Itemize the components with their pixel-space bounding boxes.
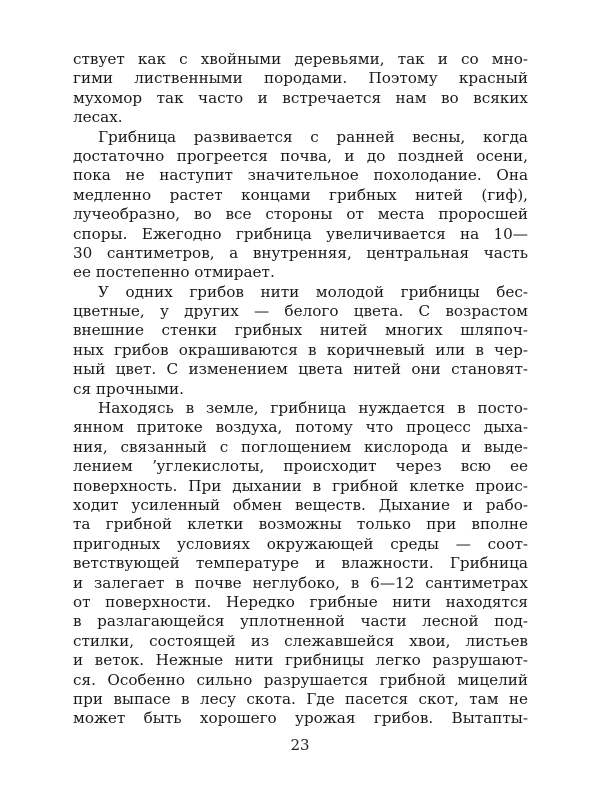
- text-line: лесах.: [73, 108, 123, 127]
- text-line: Грибница развивается с ранней весны, когда: [98, 127, 528, 146]
- text-line: в разлагающейся уплотненной части лесной под-: [73, 612, 528, 631]
- text-line: ветствующей температуре и влажности. Грибница: [73, 554, 528, 573]
- text-line: споры. Ежегодно грибница увеличивается на 10—: [73, 224, 528, 243]
- text-line: та грибной клетки возможны только при вполне: [73, 515, 528, 534]
- text-line: янном притоке воздуха, потому что процесс дыха-: [73, 418, 528, 437]
- text-line: при выпасе в лесу скота. Где пасется скот, там не: [73, 689, 528, 708]
- text-line: У одних грибов нити молодой грибницы бес-: [98, 282, 528, 301]
- text-line: ный цвет. С изменением цвета нитей они становят-: [73, 360, 528, 379]
- text-line: пока не наступит значительное похолодание. Она: [73, 166, 528, 185]
- text-line: внешние стенки грибных нитей многих шляпоч-: [73, 321, 528, 340]
- text-line: гими лиственными породами. Поэтому красный: [73, 69, 528, 88]
- text-line: и веток. Нежные нити грибницы легко разрушают-: [73, 651, 528, 670]
- text-line: достаточно прогреется почва, и до поздней осени,: [73, 146, 528, 165]
- text-line: цветные, у других — белого цвета. С возрастом: [73, 302, 528, 321]
- text-line: лением ʼуглекислоты, происходит через всю ее: [73, 457, 528, 476]
- text-line: ствует как с хвойными деревьями, так и со мно-: [73, 50, 528, 68]
- text-line: ных грибов окрашиваются в коричневый или в чер-: [73, 340, 528, 359]
- text-line: ее постепенно отмирает.: [73, 263, 275, 282]
- text-line: поверхность. При дыхании в грибной клетке проис-: [73, 476, 528, 495]
- paragraph: [73, 283, 528, 399]
- paragraph: [73, 50, 528, 128]
- text-line: ходит усиленный обмен веществ. Дыхание и рабо-: [73, 495, 528, 514]
- text-line: мухомор так часто и встречается нам во всяких: [73, 88, 528, 107]
- page-number: 23: [290, 736, 310, 754]
- text-line: ния, связанный с поглощением кислорода и выде-: [73, 437, 528, 456]
- text-line: медленно растет концами грибных нитей (гиф),: [73, 185, 528, 204]
- text-line: лучеобразно, во все стороны от места проросшей: [73, 205, 528, 224]
- text-line: может быть хорошего урожая грибов. Вытапты-: [73, 709, 528, 728]
- paragraph: [73, 399, 528, 729]
- text-line: ся. Особенно сильно разрушается грибной мицелий: [73, 670, 528, 689]
- text-line: Находясь в земле, грибница нуждается в посто-: [98, 399, 528, 418]
- text-line: стилки, состоящей из слежавшейся хвои, листьев: [73, 631, 528, 650]
- text-line: 30 сантиметров, а внутренняя, центральная часть: [73, 243, 528, 262]
- page-body: [73, 50, 528, 729]
- text-line: пригодных условиях окружающей среды — соот-: [73, 534, 528, 553]
- text-line: ся прочными.: [73, 379, 184, 398]
- paragraph: [73, 128, 528, 283]
- text-line: и залегает в почве неглубоко, в 6—12 сантиметрах: [73, 573, 528, 592]
- text-line: от поверхности. Нередко грибные нити находятся: [73, 592, 528, 611]
